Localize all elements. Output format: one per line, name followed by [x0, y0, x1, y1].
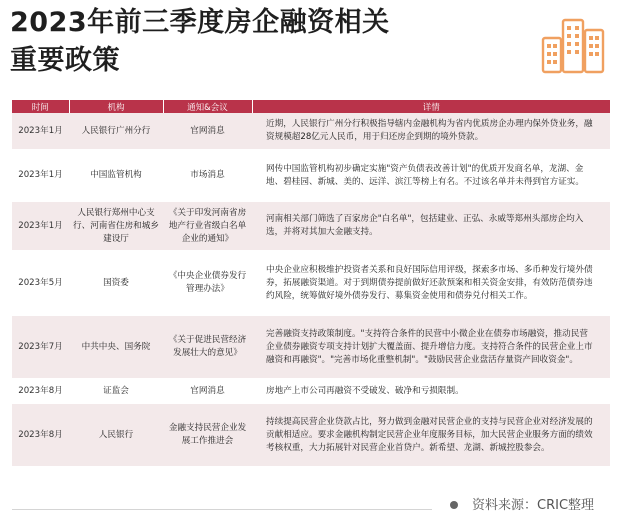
row-date: 2023年1月	[12, 201, 69, 251]
table-row	[12, 113, 610, 150]
row-date: 2023年8月	[12, 403, 69, 467]
row-detail: 中央企业应积极维护投资者关系和良好国际信用评级，探索多市场、多币种发行境外债券，拓展融资渠道。对于到期债券提前做好还款预案和相关资金安排，有效防范债券违约风险，统筹做好境外债券发行、募集资金使用和债券兑付相关工作。	[252, 251, 610, 315]
row-notice: 《关于印发河南省房地产行业省级白名单企业的通知》	[163, 201, 252, 251]
table-row	[12, 251, 610, 315]
table-header-row	[12, 100, 610, 113]
row-detail: 房地产上市公司再融资不受破发、破净和亏损限制。	[252, 379, 610, 403]
row-detail: 近期，人民银行广州分行积极指导辖内金融机构为省内优质房企办理内保外贷业务，融资规模超28亿元人民币，用于归还房企到期的境外贷款。	[252, 113, 610, 150]
header-date: 时间	[12, 100, 69, 113]
row-date: 2023年1月	[12, 150, 69, 201]
row-org: 人民银行广州分行	[69, 113, 163, 150]
bullet-dot-icon	[450, 501, 458, 509]
policy-table	[12, 100, 610, 468]
row-org: 证监会	[69, 379, 163, 403]
table-row	[12, 315, 610, 379]
row-date: 2023年1月	[12, 113, 69, 150]
header-notice: 通知&会议	[163, 100, 252, 113]
building-logo-icon	[538, 10, 608, 76]
table-row	[12, 403, 610, 467]
title-line-1: 2023年前三季度房企融资相关	[10, 7, 390, 38]
table-row	[12, 379, 610, 403]
header-org: 机构	[69, 100, 163, 113]
row-org: 中国监管机构	[69, 150, 163, 201]
row-notice: 市场消息	[163, 150, 252, 201]
row-notice: 官网消息	[163, 379, 252, 403]
divider	[12, 509, 432, 510]
table-row	[12, 201, 610, 251]
source-text: 资料来源：CRIC整理	[472, 498, 595, 513]
row-detail: 完善融资支持政策制度。"支持符合条件的民营中小微企业在债券市场融资，推动民营企业债券融资专项支持计划扩大覆盖面、提升增信力度。支持符合条件的民营企业上市融资和再融资"。"完善市场化重整机制"。"鼓励民营企业盘活存量资产回收资金"。	[252, 315, 610, 379]
page-title	[10, 4, 390, 80]
table-row	[12, 150, 610, 201]
row-date: 2023年8月	[12, 379, 69, 403]
row-detail: 网传中国监管机构初步确定实施"资产负债表改善计划"的优质开发商名单，龙湖、金地、碧桂园、新城、美的、远洋、滨江等榜上有名。不过该名单并未得到官方证实。	[252, 150, 610, 201]
row-detail: 持续提高民营企业贷款占比，努力做到金融对民营企业的支持与民营企业对经济发展的贡献相适应。要求金融机构制定民营企业年度服务目标，加大民营企业服务方面的绩效考核权重，大力拓展针对民营企业首贷户。新希望、龙湖、新城控股参会。	[252, 403, 610, 467]
row-notice: 《中央企业债券发行管理办法》	[163, 251, 252, 315]
row-notice: 《关于促进民营经济发展壮大的意见》	[163, 315, 252, 379]
row-org: 人民银行	[69, 403, 163, 467]
row-org: 国资委	[69, 251, 163, 315]
title-line-2: 重要政策	[10, 45, 120, 76]
row-notice: 官网消息	[163, 113, 252, 150]
row-org: 人民银行郑州中心支行、河南省住房和城乡建设厅	[69, 201, 163, 251]
row-notice: 金融支持民营企业发展工作推进会	[163, 403, 252, 467]
row-detail: 河南相关部门筛选了百家房企"白名单"，包括建业、正弘、永威等郑州头部房企均入选，并将对其加大金融支持。	[252, 201, 610, 251]
header-detail: 详情	[252, 100, 610, 113]
row-date: 2023年5月	[12, 251, 69, 315]
row-org: 中共中央、国务院	[69, 315, 163, 379]
row-date: 2023年7月	[12, 315, 69, 379]
source-note	[450, 494, 594, 513]
